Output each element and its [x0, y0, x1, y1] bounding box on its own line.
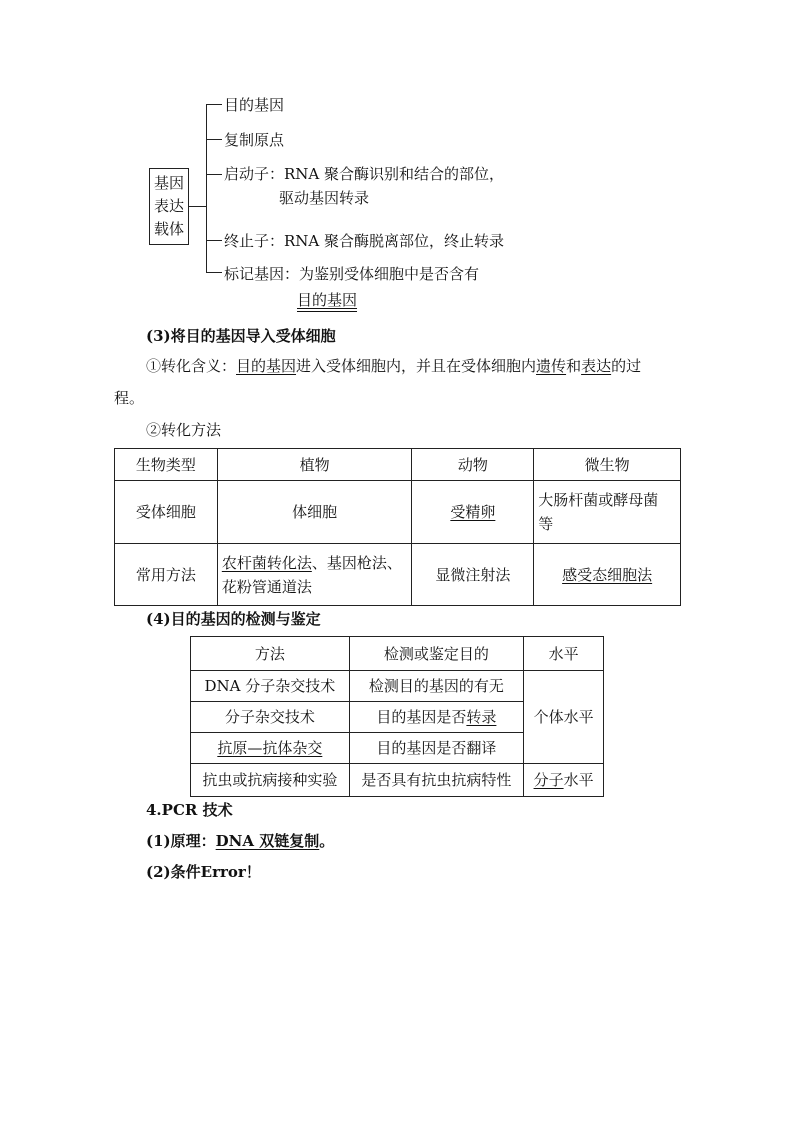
cell-animal: 受精卵 — [412, 481, 534, 544]
vector-label-line: 载体 — [153, 220, 184, 238]
transformation-methods-table — [114, 448, 681, 606]
bracket-connector — [188, 206, 206, 207]
header-organism-type: 生物类型 — [115, 449, 218, 481]
table-row — [115, 544, 681, 606]
table-header-row — [191, 637, 604, 671]
bracket-tick — [206, 139, 222, 140]
cell-purpose: 检测目的基因的有无 — [349, 671, 524, 702]
bracket-tick — [206, 174, 222, 175]
cell-plant: 体细胞 — [217, 481, 412, 544]
table-row — [115, 481, 681, 544]
cell-purpose: 是否具有抗虫抗病特性 — [349, 764, 524, 797]
cell-microbe: 感受态细胞法 — [534, 544, 681, 606]
term-expression: 表达 — [581, 357, 612, 375]
branch-promoter: 启动子：RNA 聚合酶识别和结合的部位， — [224, 165, 505, 183]
section3-heading: (3)将目的基因导入受体细胞 — [146, 327, 336, 345]
header-microbe: 微生物 — [534, 449, 681, 481]
pcr-conditions: (2)条件Error！ — [146, 863, 261, 881]
header-animal: 动物 — [412, 449, 534, 481]
term-target-gene: 目的基因 — [236, 357, 297, 375]
transformation-definition: ①转化含义：目的基因进入受体细胞内，并且在受体细胞内遗传和表达的过 — [146, 357, 642, 375]
row-label: 常用方法 — [115, 544, 218, 606]
detection-table — [190, 636, 604, 797]
cell-microbe: 大肠杆菌或酵母菌 等 — [534, 481, 681, 544]
cell-method: 抗原—抗体杂交 — [191, 733, 350, 764]
bracket-tick — [206, 240, 222, 241]
cell-level-merged: 个体水平 — [524, 671, 604, 764]
pcr-heading: 4.PCR 技术 — [146, 801, 233, 819]
cell-level: 分子水平 — [524, 764, 604, 797]
cell-method: 分子杂交技术 — [191, 702, 350, 733]
term-heredity: 遗传 — [536, 357, 567, 375]
vector-label-line: 基因 — [153, 174, 184, 192]
cell-purpose: 目的基因是否翻译 — [349, 733, 524, 764]
vector-label-box — [149, 168, 189, 245]
transformation-definition-line2: 程。 — [114, 389, 145, 407]
branch-replication-origin: 复制原点 — [224, 131, 285, 149]
cell-purpose: 目的基因是否转录 — [349, 702, 524, 733]
branch-terminator: 终止子：RNA 聚合酶脱离部位，终止转录 — [224, 232, 505, 250]
branch-promoter-continuation: 驱动基因转录 — [279, 189, 370, 207]
pcr-principle: (1)原理：DNA 双链复制。 — [146, 832, 335, 850]
bracket-tick — [206, 104, 222, 105]
table-header-row — [115, 449, 681, 481]
header-plant: 植物 — [217, 449, 412, 481]
header-purpose: 检测或鉴定目的 — [349, 637, 524, 671]
methods-heading: ②转化方法 — [146, 421, 222, 439]
header-level: 水平 — [524, 637, 604, 671]
header-method: 方法 — [191, 637, 350, 671]
cell-animal: 显微注射法 — [412, 544, 534, 606]
vector-label-line: 表达 — [153, 197, 184, 215]
cell-method: DNA 分子杂交技术 — [191, 671, 350, 702]
table-row — [191, 764, 604, 797]
table-row — [191, 671, 604, 702]
row-label: 受体细胞 — [115, 481, 218, 544]
bracket-spine — [206, 104, 207, 272]
branch-marker-continuation: 目的基因 — [297, 291, 358, 309]
cell-plant: 农杆菌转化法、基因枪法、 花粉管通道法 — [217, 544, 412, 606]
bracket-tick — [206, 272, 222, 273]
cell-method: 抗虫或抗病接种实验 — [191, 764, 350, 797]
section4-heading: (4)目的基因的检测与鉴定 — [146, 610, 321, 628]
branch-marker-gene: 标记基因：为鉴别受体细胞中是否含有 — [224, 265, 480, 283]
branch-target-gene: 目的基因 — [224, 96, 285, 114]
